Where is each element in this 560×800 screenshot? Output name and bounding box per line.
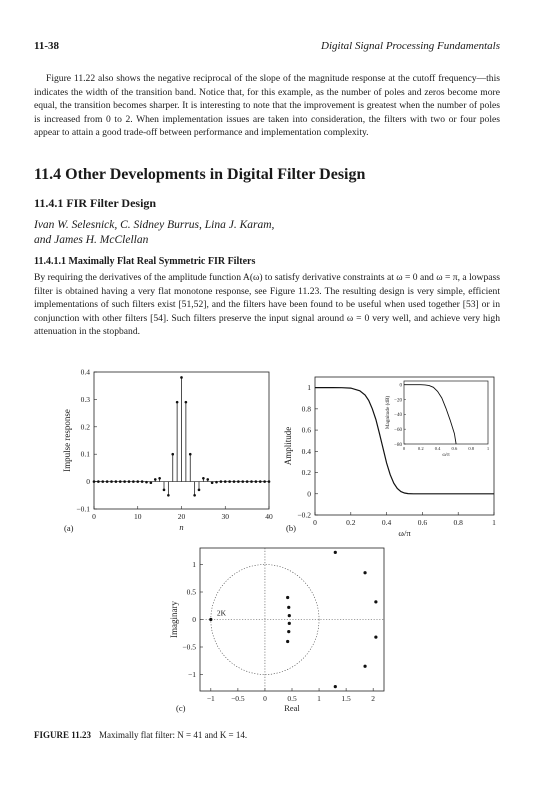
- stem-marker: [101, 480, 104, 483]
- x-axis-label: ω/π: [398, 528, 411, 538]
- x-tick-label: 0.5: [287, 694, 297, 703]
- stem-marker: [154, 478, 157, 481]
- x-tick-label: 0: [313, 518, 317, 527]
- stem-marker: [97, 480, 100, 483]
- inset-y-tick-label: −20: [394, 398, 402, 404]
- y-tick-label: 0: [192, 615, 196, 624]
- x-tick-label: 20: [177, 512, 186, 521]
- y-tick-label: 0.3: [80, 394, 90, 404]
- subsubsection-title: 11.4.1.1 Maximally Flat Real Symmetric FIR Filters: [34, 256, 256, 267]
- stem-marker: [145, 481, 148, 484]
- stem-marker: [141, 480, 144, 483]
- stem-marker: [176, 401, 179, 404]
- stem-marker: [220, 480, 223, 483]
- authors-line-2: and James H. McClellan: [34, 234, 149, 246]
- stem-marker: [263, 480, 266, 483]
- zero-marker: [209, 618, 212, 621]
- zero-marker: [334, 551, 337, 554]
- inset-x-tick-label: 0.8: [468, 446, 475, 451]
- zero-marker: [363, 571, 366, 574]
- zero-marker: [374, 636, 377, 639]
- stem-marker: [185, 401, 188, 404]
- zero-marker: [288, 614, 291, 617]
- x-tick-label: 0.2: [346, 518, 356, 527]
- inset-x-tick-label: 0.2: [417, 446, 424, 451]
- inset-x-tick-label: 0.6: [451, 446, 458, 451]
- running-title: Digital Signal Processing Fundamentals: [321, 40, 500, 52]
- figure-caption: [34, 730, 247, 740]
- panel-c-pole-zero: [169, 548, 384, 713]
- y-axis-label: Amplitude: [283, 426, 293, 466]
- y-tick-label: −0.5: [182, 642, 196, 652]
- stem-marker: [241, 480, 244, 483]
- zero-marker: [334, 685, 337, 688]
- zero-marker: [363, 665, 366, 668]
- y-tick-label: 0.1: [80, 449, 90, 459]
- stem-marker: [128, 480, 131, 483]
- x-tick-label: 0: [263, 694, 267, 703]
- x-tick-label: −0.5: [231, 694, 245, 703]
- stem-marker: [198, 489, 201, 492]
- stem-marker: [180, 376, 183, 379]
- x-tick-label: 10: [134, 512, 142, 521]
- stem-marker: [255, 480, 258, 483]
- x-tick-label: 0.8: [453, 518, 463, 527]
- stem-marker: [106, 480, 109, 483]
- stem-marker: [150, 481, 153, 484]
- zero-marker: [287, 630, 290, 633]
- plot-frame: [200, 548, 384, 691]
- stem-marker: [110, 480, 113, 483]
- stem-marker: [233, 480, 236, 483]
- stem-marker: [132, 480, 135, 483]
- stem-marker: [115, 480, 118, 483]
- stem-marker: [136, 480, 139, 483]
- stem-marker: [119, 480, 122, 483]
- x-tick-label: 40: [265, 512, 273, 521]
- inset-x-tick-label: 1: [486, 446, 490, 451]
- zero-marker: [286, 596, 289, 599]
- y-tick-label: 1: [192, 560, 196, 569]
- stem-marker: [206, 478, 209, 481]
- inset-x-tick-label: 0: [402, 446, 406, 451]
- panel-a-impulse-response: [62, 368, 273, 534]
- x-tick-label: −1: [206, 694, 215, 703]
- section-title: 11.4 Other Developments in Digital Filter Design: [34, 166, 366, 183]
- caption-label: FIGURE 11.23: [34, 730, 92, 740]
- zero-marker: [374, 600, 377, 603]
- inset-y-tick-label: −60: [394, 427, 402, 433]
- inset-x-axis-label: ω/π: [442, 453, 450, 458]
- stem-marker: [163, 489, 166, 492]
- stem-marker: [158, 477, 161, 480]
- stem-marker: [259, 480, 262, 483]
- paragraph-intro: Figure 11.22 also shows the negative reciprocal of the slope of the magnitude response at the cutoff frequency—this indicates the width of the transition band. Notice that, for this example, as the number of poles and zeros become more equal, the transition becomes sharper. It is interesting to note that the improvement is greatest when the number of poles is increased from 0 to 2. When implementation issues are taken into consideration, the filters with two or four poles appear to attain a good trade-off between performance and implementation complexity.: [34, 73, 500, 139]
- y-axis-label: Imaginary: [169, 601, 179, 638]
- subsection-title: 11.4.1 FIR Filter Design: [34, 196, 157, 210]
- y-tick-label: 0.5: [186, 587, 196, 597]
- x-tick-label: 1: [492, 518, 496, 527]
- y-tick-label: 0.2: [80, 422, 90, 432]
- y-tick-label: 0.4: [301, 446, 311, 456]
- panel-label: (c): [176, 703, 186, 713]
- panel-b-inset-magnitude-db: [384, 381, 490, 458]
- y-tick-label: 0: [86, 477, 90, 487]
- stem-marker: [228, 480, 231, 483]
- multiplicity-annotation: 2K: [216, 608, 226, 618]
- panel-label: (a): [64, 523, 74, 533]
- stem-marker: [193, 494, 196, 497]
- paragraph-maxflat: By requiring the derivatives of the amplitude function A(ω) to satisfy derivative constraints at ω = 0 and ω = π, a lowpass filter is obtained having a very flat monotone response, see Figure 11.23. The resulting design is very simple, efficient implementations of such filters exist [51,52], and the filters have been found to be useful when used together [53] or in conjunction with other filters [54]. Such filters preserve the input signal around ω = 0 very well, and achieve very high attenuation in the stopband.: [34, 272, 500, 338]
- zero-marker: [288, 622, 291, 625]
- y-tick-label: 0.6: [301, 425, 311, 435]
- x-tick-label: 1: [317, 694, 321, 703]
- x-tick-label: 0: [92, 512, 96, 521]
- stem-marker: [167, 494, 170, 497]
- inset-y-tick-label: 0: [399, 383, 402, 389]
- inset-y-axis-label: Magnitude (dB): [385, 395, 391, 430]
- stem-marker: [250, 480, 253, 483]
- y-tick-label: 0: [307, 489, 311, 499]
- authors-line-1: Ivan W. Selesnick, C. Sidney Burrus, Lina J. Karam,: [34, 219, 275, 231]
- x-tick-label: 1.5: [341, 694, 351, 703]
- x-axis-label: Real: [284, 703, 300, 713]
- stem-marker: [189, 453, 192, 456]
- stem-marker: [224, 480, 227, 483]
- stem-marker: [171, 453, 174, 456]
- y-tick-label: 0.8: [301, 404, 311, 414]
- stem-marker: [93, 480, 96, 483]
- caption-text: Maximally flat filter: N = 41 and K = 14.: [99, 730, 248, 740]
- x-axis-label: n: [179, 522, 184, 532]
- y-tick-label: 1: [307, 383, 311, 393]
- stem-marker: [123, 480, 126, 483]
- y-axis-label: Impulse response: [62, 409, 72, 472]
- stem-marker: [268, 480, 271, 483]
- page-number: 11-38: [34, 40, 60, 52]
- stem-marker: [237, 480, 240, 483]
- y-tick-label: −1: [188, 670, 196, 679]
- x-tick-label: 0.6: [417, 518, 428, 527]
- zero-marker: [287, 606, 290, 609]
- x-tick-label: 0.4: [381, 518, 392, 527]
- x-tick-label: 2: [371, 694, 376, 703]
- inset-x-tick-label: 0.4: [434, 446, 441, 451]
- inset-frame: [404, 381, 488, 444]
- inset-y-tick-label: −40: [394, 413, 402, 419]
- y-tick-label: 0.4: [80, 367, 90, 377]
- y-tick-label: 0.2: [301, 468, 311, 478]
- stem-marker: [215, 481, 218, 484]
- inset-y-tick-label: −80: [394, 442, 402, 448]
- stem-marker: [202, 477, 205, 480]
- stem-marker: [246, 480, 249, 483]
- y-tick-label: −0.1: [76, 504, 90, 514]
- stem-marker: [211, 481, 214, 484]
- x-tick-label: 30: [221, 512, 229, 521]
- zero-marker: [286, 640, 289, 643]
- y-tick-label: −0.2: [297, 510, 311, 520]
- panel-label: (b): [286, 523, 296, 533]
